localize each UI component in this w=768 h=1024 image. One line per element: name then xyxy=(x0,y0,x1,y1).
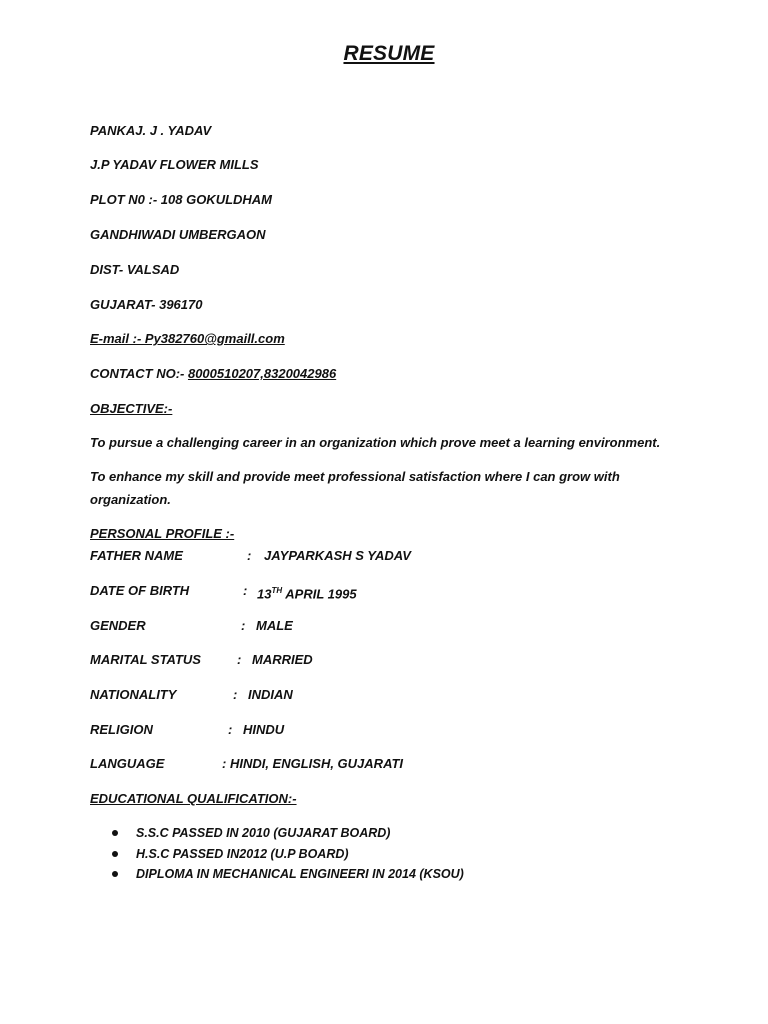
father-colon: : xyxy=(247,548,252,563)
language-label: LANGUAGE xyxy=(90,756,165,771)
nationality-colon: : xyxy=(233,687,238,702)
dob-day: 13 xyxy=(257,586,272,602)
address-plot: PLOT N0 :- 108 GOKULDHAM xyxy=(90,192,273,207)
bullet-icon xyxy=(112,871,118,877)
profile-row-nationality xyxy=(90,687,293,703)
objective-line-1: To pursue a challenging career in an organization which prove meet a learning environment. xyxy=(90,435,661,450)
gender-label: GENDER xyxy=(90,618,146,633)
contact-numbers[interactable]: 8000510207,8320042986 xyxy=(187,366,337,381)
address-company: J.P YADAV FLOWER MILLS xyxy=(90,157,259,172)
address-district: DIST- VALSAD xyxy=(90,262,180,277)
bullet-icon xyxy=(112,830,118,836)
contact-label: CONTACT NO:- xyxy=(90,366,188,381)
profile-row-father xyxy=(90,548,411,564)
father-value: JAYPARKASH S YADAV xyxy=(264,548,411,563)
language-value: : HINDI, ENGLISH, GUJARATI xyxy=(222,756,404,771)
profile-row-dob xyxy=(90,583,357,602)
father-label: FATHER NAME xyxy=(90,548,183,563)
education-item-hsc: H.S.C PASSED IN2012 (U.P BOARD) xyxy=(136,846,349,861)
dob-label: DATE OF BIRTH xyxy=(90,583,190,598)
gender-colon: : xyxy=(241,618,246,633)
religion-label: RELIGION xyxy=(90,722,153,737)
education-item-diploma: DIPLOMA IN MECHANICAL ENGINEERI IN 2014 (KSOU) xyxy=(136,867,464,881)
profile-row-language xyxy=(90,756,404,772)
marital-value: MARRIED xyxy=(252,652,313,667)
email-link[interactable]: E-mail :- Py382760@gmaill.com xyxy=(90,331,285,346)
page-title: RESUME xyxy=(343,42,435,65)
personal-profile-heading: PERSONAL PROFILE :- xyxy=(90,526,235,541)
dob-value xyxy=(257,583,357,602)
education-list xyxy=(112,824,464,886)
objective-line-2: To enhance my skill and provide meet professional satisfaction where I can grow with organization. xyxy=(90,469,620,507)
marital-label: MARITAL STATUS xyxy=(90,652,201,667)
dob-suffix: TH xyxy=(271,586,283,595)
education-heading: EDUCATIONAL QUALIFICATION:- xyxy=(90,791,297,806)
applicant-name: PANKAJ. J . YADAV xyxy=(90,123,212,138)
profile-row-gender xyxy=(90,618,293,634)
gender-value: MALE xyxy=(256,618,293,633)
dob-colon: : xyxy=(243,583,248,598)
bullet-icon xyxy=(112,851,118,857)
list-item xyxy=(112,845,464,866)
nationality-value: INDIAN xyxy=(248,687,293,702)
marital-colon: : xyxy=(237,652,242,667)
nationality-label: NATIONALITY xyxy=(90,687,177,702)
address-state: GUJARAT- 396170 xyxy=(90,297,203,312)
contact-line xyxy=(90,366,336,382)
dob-rest: APRIL 1995 xyxy=(282,586,357,602)
education-item-ssc: S.S.C PASSED IN 2010 (GUJARAT BOARD) xyxy=(136,826,391,840)
profile-row-marital xyxy=(90,652,313,668)
religion-colon: : xyxy=(228,722,233,737)
address-area: GANDHIWADI UMBERGAON xyxy=(90,227,266,242)
objective-heading: OBJECTIVE:- xyxy=(90,401,173,416)
profile-row-religion xyxy=(90,722,285,738)
list-item xyxy=(112,865,464,886)
list-item xyxy=(112,824,464,845)
religion-value: HINDU xyxy=(243,722,285,737)
